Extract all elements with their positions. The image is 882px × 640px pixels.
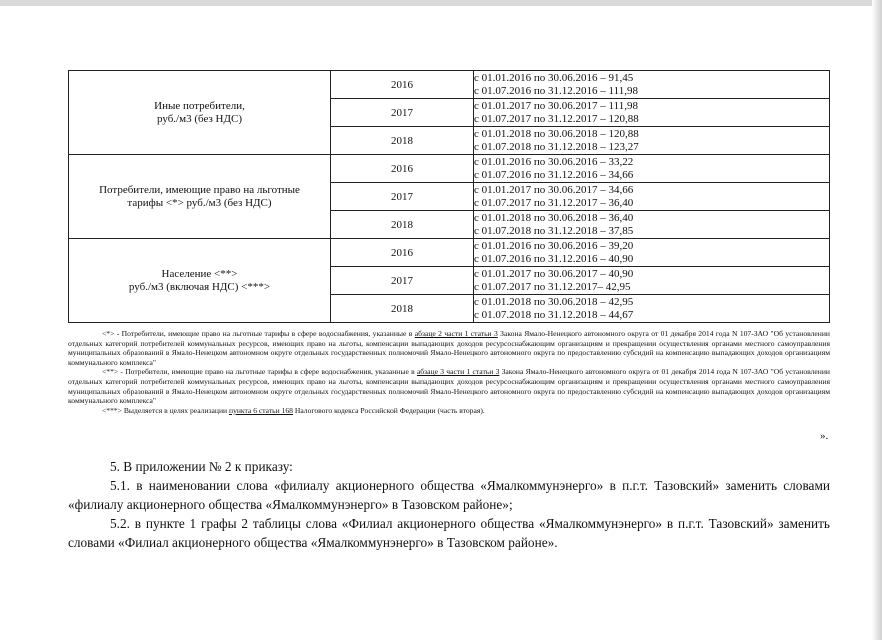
consumer-category-line: Потребители, имеющие право на льготные [99,183,300,196]
paragraph-5: 5. В приложении № 2 к приказу: [110,459,293,474]
consumer-category-line: Иные потребители, [154,99,245,112]
footnote-2-text-end: Закона Ямало-Ненецкого автономного округа от 01 декабря 2014 года N 107-ЗАО "Об установлении отдельных категорий потребителей коммунальных ресурсов, имеющих право на льготы, компенсации выпадающих доходов ресурсоснабжающим организациям и прекращении осуществления органами местного самоуправления муниципальных образований в Ямало-Ненецком автономном округе отдельных государственных полномочий Ямало-Ненецкого автономного округа по предоставлению субсидий на компенсацию выпадающих доходов организациям коммунального комплекса" [68,367,830,406]
tariff-period-first-half: с 01.01.2017 по 30.06.2017 – 34,66 [474,184,634,196]
tariff-period-first-half: с 01.01.2017 по 30.06.2017 – 111,98 [474,100,638,112]
footnote-3-text: <***> Выделяется в целях реализации [102,405,229,415]
tariff-period-second-half: с 01.07.2017 по 31.12.2017 – 36,40 [474,196,634,209]
consumer-category-cell [69,155,331,239]
tariff-period-first-half: с 01.01.2017 по 30.06.2017 – 40,90 [474,268,634,280]
table-row [69,239,830,267]
tariff-period-second-half: с 01.07.2018 по 31.12.2018 – 37,85 [474,224,634,237]
tariff-periods-cell [474,239,830,267]
year-cell: 2017 [331,99,474,127]
tariff-periods-cell [474,99,830,127]
year-cell: 2018 [331,295,474,323]
tariff-periods-cell [474,155,830,183]
consumer-category-unit: тарифы <*> руб./м3 (без НДС) [127,196,272,209]
tariff-period-second-half: с 01.07.2017 по 31.12.2017– 42,95 [474,280,631,293]
tariff-period-first-half: с 01.01.2018 по 30.06.2018 – 120,88 [474,128,639,140]
tariff-period-first-half: с 01.01.2018 по 30.06.2018 – 42,95 [474,296,634,308]
footnote-2-text: <**> - Потребители, имеющие право на льготные тарифы в сфере водоснабжения, указанные в [102,367,417,377]
tariff-table [68,70,830,323]
footnote-3 [68,406,830,416]
paragraph-5-1: 5.1. в наименовании слова «филиалу акционерного общества «Ямалкоммунэнерго» в п.г.т. Тазовский» заменить словами «филиалу акционерного общества «Ямалкоммунэнерго» в Тазовском районе»; [68,478,830,512]
footnote-1 [68,329,830,367]
consumer-category-cell [69,71,331,155]
tariff-period-second-half: с 01.07.2017 по 31.12.2017 – 120,88 [474,112,639,125]
order-amendments [68,457,830,552]
year-cell: 2017 [331,267,474,295]
tariff-periods-cell [474,127,830,155]
footnote-1-link[interactable]: абзаце 2 части 1 статьи 3 [414,329,498,338]
footnote-2-link[interactable]: абзаце 3 части 1 статьи 3 [416,367,500,377]
footnote-3-text-end: Налогового кодекса Российской Федерации (часть вторая). [292,405,485,415]
tariff-periods-cell [474,183,830,211]
tariff-period-first-half: с 01.01.2018 по 30.06.2018 – 36,40 [474,212,634,224]
tariff-periods-cell [474,211,830,239]
paragraph-5-2: 5.2. в пункте 1 графы 2 таблицы слова «Филиал акционерного общества «Ямалкоммунэнерго» в п.г.т. Тазовский» заменить словами «Филиал акционерного общества «Ямалкоммунэнерго» в Тазовском районе». [68,516,830,550]
tariff-period-second-half: с 01.07.2016 по 31.12.2016 – 34,66 [474,168,634,181]
tariff-period-second-half: с 01.07.2018 по 31.12.2018 – 44,67 [474,308,634,321]
tariff-periods-cell [474,295,830,323]
year-cell: 2017 [331,183,474,211]
year-cell: 2016 [331,239,474,267]
year-cell: 2016 [331,71,474,99]
table-row [69,71,830,99]
tariff-period-first-half: с 01.01.2016 по 30.06.2016 – 33,22 [474,156,634,168]
consumer-category-line: Население <**> [161,267,238,280]
consumer-category-cell [69,239,331,323]
footnote-1-text: <*> - Потребители, имеющие право на льготные тарифы в сфере водоснабжения, указанные в [102,329,415,338]
consumer-category-unit: руб./м3 (включая НДС) <***> [128,280,271,293]
consumer-category-unit: руб./м3 (без НДС) [157,112,242,125]
tariff-period-second-half: с 01.07.2016 по 31.12.2016 – 111,98 [474,84,638,97]
footnote-3-link[interactable]: пункта 6 статьи 168 [229,405,293,415]
tariff-period-second-half: с 01.07.2018 по 31.12.2018 – 123,27 [474,140,639,153]
tariff-period-first-half: с 01.01.2016 по 30.06.2016 – 39,20 [474,240,634,252]
table-row [69,155,830,183]
footnote-1-text-end: Закона Ямало-Ненецкого автономного округа от 01 декабря 2014 года N 107-ЗАО "Об установлении отдельных категорий потребителей коммунальных ресурсов, имеющих право на льготы, компенсации выпадающих доходов ресурсоснабжающим организациям и прекращении осуществления органами местного самоуправления муниципальных образований в Ямало-Ненецком автономном округе отдельных государственных полномочий Ямало-Ненецкого автономного округа по предоставлению субсидий на компенсацию выпадающих доходов организациям коммунального комплекса" [68,329,830,367]
scan-edge-top [0,0,882,6]
scan-edge-right [872,0,882,640]
year-cell: 2018 [331,211,474,239]
closing-quote-mark: ». [820,430,829,442]
tariff-period-first-half: с 01.01.2016 по 30.06.2016 – 91,45 [474,72,634,84]
footnotes [68,329,830,415]
tariff-periods-cell [474,267,830,295]
tariff-periods-cell [474,71,830,99]
footnote-2 [68,367,830,405]
year-cell: 2016 [331,155,474,183]
year-cell: 2018 [331,127,474,155]
tariff-period-second-half: с 01.07.2016 по 31.12.2016 – 40,90 [474,252,634,265]
